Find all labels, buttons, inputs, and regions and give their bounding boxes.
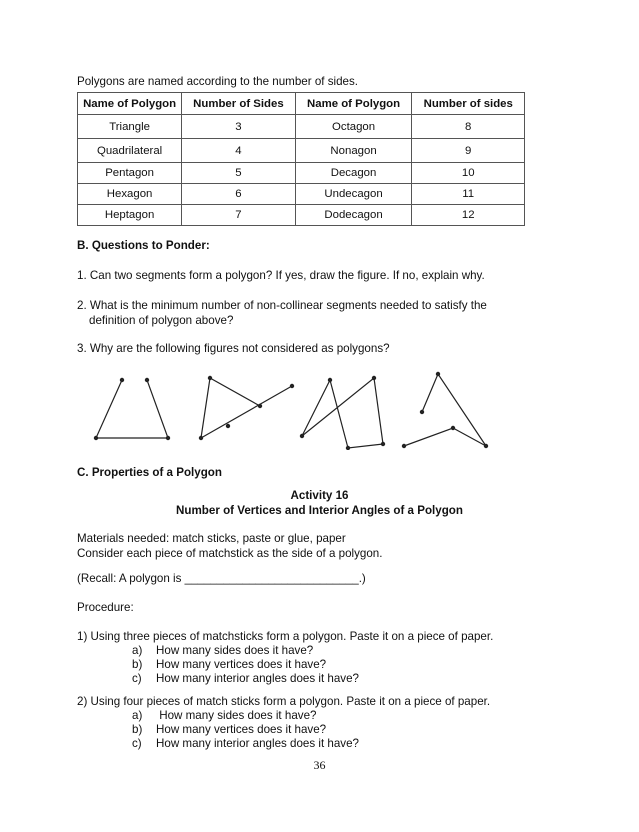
item-text: How many interior angles does it have? (156, 737, 359, 750)
recall-text: (Recall: A polygon is ___________________________.) (77, 572, 366, 585)
table-cell: 5 (182, 163, 296, 184)
materials-text: Materials needed: match sticks, paste or glue, paper (77, 532, 346, 545)
table-header-row (78, 93, 525, 115)
step-1-item-c (132, 672, 359, 685)
step-2-item-a (132, 709, 316, 722)
table-cell: 11 (412, 184, 525, 205)
polygon-names-table (77, 92, 525, 226)
figure-3-point (346, 446, 350, 450)
table-row (78, 184, 525, 205)
step-2-text: 2) Using four pieces of match sticks form a polygon. Paste it on a piece of paper. (77, 695, 491, 708)
figure-1-lines (96, 380, 168, 438)
table-row (78, 163, 525, 184)
table-row (78, 205, 525, 226)
figure-2-point (290, 384, 294, 388)
table-cell: 6 (182, 184, 296, 205)
procedure-heading: Procedure: (77, 601, 134, 614)
table-cell: Dodecagon (295, 205, 412, 226)
figure-4-point (436, 372, 440, 376)
question-1: 1. Can two segments form a polygon? If yes, draw the figure. If no, explain why. (77, 269, 485, 282)
figure-1-point (120, 378, 124, 382)
step-1-item-b (132, 658, 326, 671)
figure-4-point (402, 444, 406, 448)
table-cell: Octagon (295, 115, 412, 139)
table-cell: 4 (182, 139, 296, 163)
figure-3-point (372, 376, 376, 380)
section-c-title: C. Properties of a Polygon (77, 466, 222, 479)
figure-2-point (258, 404, 262, 408)
table-row (78, 115, 525, 139)
figure-1-point (166, 436, 170, 440)
figure-self-intersecting (302, 378, 383, 448)
intro-text: Polygons are named according to the number of sides. (77, 75, 358, 88)
question-2-line1: 2. What is the minimum number of non-collinear segments needed to satisfy the (77, 299, 487, 312)
consider-text: Consider each piece of matchstick as the side of a polygon. (77, 547, 383, 560)
table-cell: 10 (412, 163, 525, 184)
table-cell: 3 (182, 115, 296, 139)
table-cell: Undecagon (295, 184, 412, 205)
item-label: c) (132, 672, 142, 685)
table-cell: Decagon (295, 163, 412, 184)
page-number: 36 (313, 758, 326, 772)
figure-4-point (451, 426, 455, 430)
item-label: c) (132, 737, 142, 750)
item-label: b) (132, 723, 143, 736)
table-cell: Hexagon (78, 184, 182, 205)
figure-2-point (208, 376, 212, 380)
table-cell: Quadrilateral (78, 139, 182, 163)
table-cell: Heptagon (78, 205, 182, 226)
figure-open-trapezoid (96, 380, 168, 438)
item-label: a) (132, 709, 143, 722)
table-header: Number of Sides (182, 93, 296, 115)
figure-4-point (420, 410, 424, 414)
activity-number: Activity 16 (290, 489, 349, 502)
step-1-item-a (132, 644, 313, 657)
figure-2-point (226, 424, 230, 428)
figure-concave-arrow (404, 374, 486, 446)
figure-1-point (94, 436, 98, 440)
figure-crossed-segments (201, 378, 292, 438)
item-label: a) (132, 644, 143, 657)
table-cell: 8 (412, 115, 525, 139)
table-header: Name of Polygon (78, 93, 182, 115)
table-cell: Triangle (78, 115, 182, 139)
question-3: 3. Why are the following figures not considered as polygons? (77, 342, 390, 355)
item-text: How many vertices does it have? (156, 658, 327, 671)
figure-4-point (484, 444, 488, 448)
activity-title: Number of Vertices and Interior Angles of a Polygon (176, 504, 463, 517)
item-text: How many sides does it have? (156, 709, 317, 722)
section-b-title: B. Questions to Ponder: (77, 239, 210, 252)
table-cell: 9 (412, 139, 525, 163)
question-2-line2: definition of polygon above? (89, 314, 234, 327)
figure-3-point (300, 434, 304, 438)
item-text: How many vertices does it have? (156, 723, 327, 736)
item-label: b) (132, 658, 143, 671)
figure-2-point (199, 436, 203, 440)
non-polygon-figures (90, 370, 510, 450)
step-1-text: 1) Using three pieces of matchsticks form a polygon. Paste it on a piece of paper. (77, 630, 494, 643)
table-header: Name of Polygon (295, 93, 412, 115)
figure-3-point (328, 378, 332, 382)
step-2-item-c (132, 737, 359, 750)
table-cell: Nonagon (295, 139, 412, 163)
figure-3-point (381, 442, 385, 446)
table-cell: 7 (182, 205, 296, 226)
table-cell: Pentagon (78, 163, 182, 184)
step-2-item-b (132, 723, 326, 736)
table-cell: 12 (412, 205, 525, 226)
figure-1-point (145, 378, 149, 382)
table-row (78, 139, 525, 163)
item-text: How many sides does it have? (156, 644, 314, 657)
item-text: How many interior angles does it have? (156, 672, 359, 685)
table-header: Number of sides (412, 93, 525, 115)
